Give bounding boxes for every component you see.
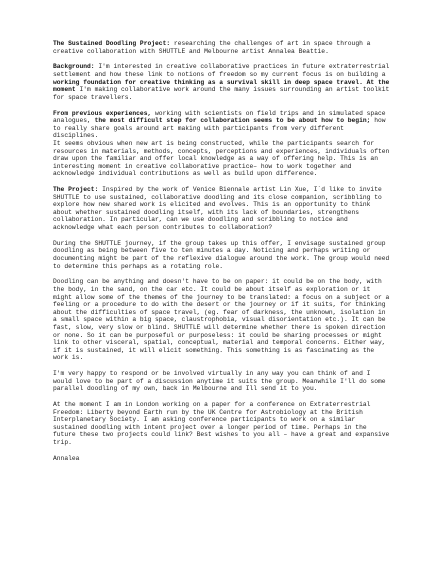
doodling-paragraph: Doodling can be anything and doesn't have to be on paper: it could be on the body, with the body, in the sand, on the car etc. It could be about itself as exploration or it might allow some of the themes of the journey to be translated: a focus on a subject or a feeling or a procedure to do with the desert or the journey or if it suits, for thinking about the difficulties of space travel, (eg. fear of darkness, the unknown, isolation in a small space within a big space, claustrophobia, visual disorientation etc.). It can be fast, slow, very slow or blind. SHUTTLE will determine whether there is spoken direction or none. So it can be purposeful or purposeless: it could be sharing processes or might link to other visceral, spatial, conceptual, material and temporal concerns. Either way, if it is sustained, it will elicit something. This something is as fascinating as the work is. [53, 278, 390, 362]
intro-text: researching the challenges of art in space through a creative collaboration with SHUTTLE and Melbourne artist Annalea Beattie. [53, 40, 371, 55]
signature: Annalea [53, 454, 80, 462]
respond-paragraph: I'm very happy to respond or be involved virtually in any way you can think of and I would love to be part of a discussion anytime it suits the group. Meanwhile I'll do some parallel doodling of my own, back in Melbourne and Ill send it to you. [53, 370, 386, 393]
experiences-emphasis: the most difficult step for collaboration seems to be about how to begin; [94, 117, 371, 125]
experiences-text-2: how to really share goals around art making with participants from very different disciplines. [53, 117, 386, 140]
journey-paragraph: During the SHUTTLE journey, if the group takes up this offer, I envisage sustained group doodling as being between five to ten minutes a day. Noticing and perhaps writing or documenting might be part of the reflexive dialogue around the work. The group would need to determine this perhaps as a rotating role. [53, 239, 390, 270]
background-heading: Background: [53, 63, 95, 71]
project-text: Inspired by the work of Venice Biennale artist Lin Xue, I`d like to invite SHUTTLE to use sustained, collaborative doodling and its close companion, scribbling to explore how new shared work is elicited and evolves. This is an opportunity to think about whether sustained doodling itself, with its lack of boundaries, strengthens collaboration. In particular, can we use doodling and scribbling to notice and acknowledge what each person contributes to collaboration? [53, 186, 382, 232]
intro-heading: The Sustained Doodling Project: [53, 40, 171, 47]
experiences-text-1: working with scientists on field trips and in simulated space analogues, [53, 109, 386, 125]
experiences-paragraph [53, 110, 393, 178]
intro-paragraph [53, 40, 393, 55]
background-emphasis: working foundation for creative thinking as a survival skill in deep space travel. At the moment [53, 78, 390, 94]
letter-document [53, 40, 393, 471]
experiences-text-3: It seems obvious when new art is being constructed, while the participants search for resources in materials, methods, concepts, perceptions and experiences, individuals often draw upon the familiar and offer local knowledge as a way of offering help. This is an interesting moment in creative collaborative practice– how to work together and acknowledge individual contributions as well as build upon difference. [53, 139, 390, 178]
london-paragraph: At the moment I am in London working on a paper for a conference on Extraterrestrial Freedom: Liberty beyond Earth run by the UK Centre for Astrobiology at the British Interplanetary Society. I am asking conference participants to work on a similar sustained doodling with intent project over a longer period of time. Perhaps in the future these two projects could link? Best wishes to you all – have a great and expansive trip. [53, 401, 390, 447]
background-text-1: I'm interested in creative collaborative practices in future extraterrestrial settlement and how these link to notions of freedom so my current focus is on building a [53, 63, 390, 78]
experiences-lead: From previous experiences, [53, 109, 152, 117]
project-paragraph [53, 186, 393, 232]
background-text-2: I'm making collaborative work around the many issues surrounding an artist toolkit for space travellers. [53, 86, 390, 101]
background-paragraph [53, 63, 393, 101]
project-heading: The Project: [53, 186, 99, 194]
